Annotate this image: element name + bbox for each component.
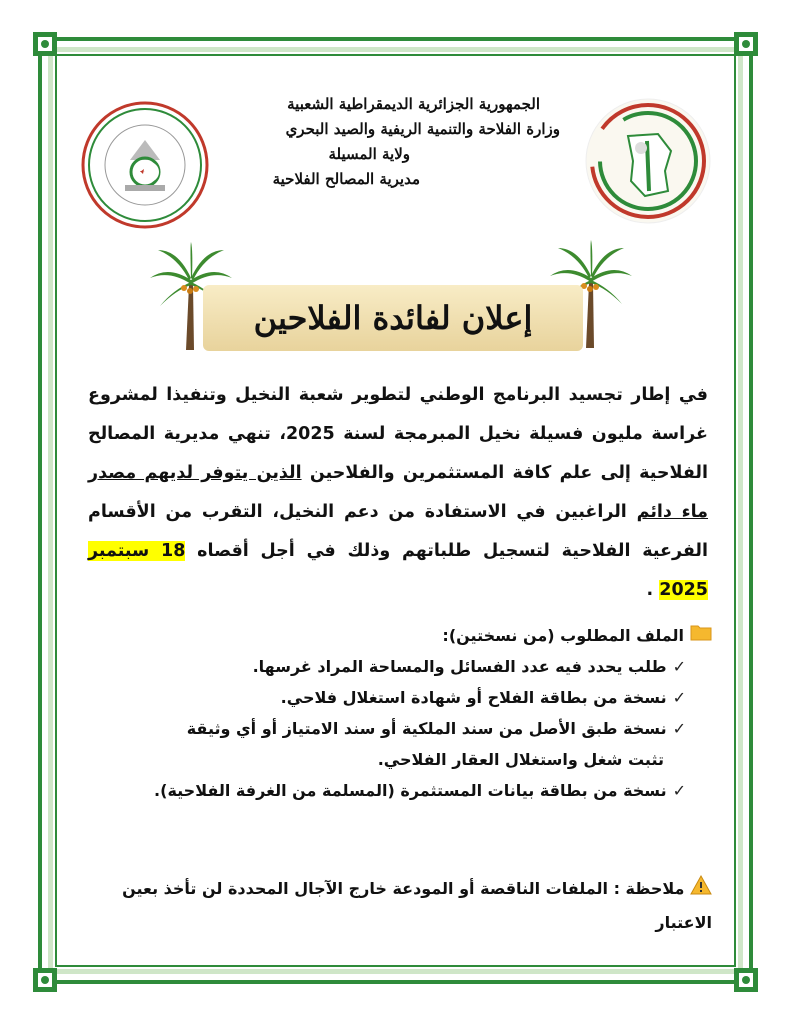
- body-text-part2: الراغبين في الاستفادة من دعم النخيل، التقرب من الأقسام الفرعية الفلاحية لتسجيل طلباتهم وذلك في أجل أقصاه: [88, 502, 708, 561]
- announcement-body: [88, 376, 708, 610]
- list-item-text: نسخة من بطاقة بيانات المستثمرة (المسلمة من الغرفة الفلاحية).: [154, 781, 667, 800]
- checkmark-icon: ✓: [672, 688, 686, 707]
- note-block: [92, 872, 712, 939]
- header-province: ولاية المسيلة: [328, 145, 410, 163]
- directorate-seal-logo: [583, 96, 713, 226]
- checkmark-icon: ✓: [672, 781, 686, 800]
- corner-ornament-icon: [731, 29, 761, 59]
- warning-icon: [690, 873, 712, 906]
- corner-ornament-icon: [731, 965, 761, 995]
- checkmark-icon: ✓: [672, 719, 686, 738]
- required-documents: [88, 620, 712, 806]
- corner-ornament-icon: [30, 29, 60, 59]
- list-item: [88, 775, 712, 806]
- checkmark-icon: ✓: [672, 657, 686, 676]
- list-item-text: طلب يحدد فيه عدد الفسائل والمساحة المراد غرسها.: [252, 657, 667, 676]
- list-item-text: نسخة من بطاقة الفلاح أو شهادة استغلال فلاحي.: [280, 688, 667, 707]
- deadline-highlight: 18 سبتمبر 2025: [88, 541, 708, 600]
- list-item: [88, 682, 712, 713]
- announcement-title: إعلان لفائدة الفلاحين: [253, 299, 533, 337]
- body-text-part1: في إطار تجسيد البرنامج الوطني لتطوير شعبة النخيل وتنفيذا لمشروع غراسة مليون فسيلة نخيل المبرمجة لسنة 2025، تنهي مديرية المصالح الفلاحية إلى علم كافة المستثمرين والفلاحين: [88, 385, 708, 483]
- list-item: [88, 651, 712, 682]
- list-item-continuation: تثبت شغل واستغلال العقار الفلاحي.: [377, 750, 664, 769]
- list-item: [88, 713, 712, 744]
- announcement-banner: [203, 285, 583, 351]
- header-republic: الجمهورية الجزائرية الديمقراطية الشعبية: [287, 95, 540, 113]
- list-item-text: نسخة طبق الأصل من سند الملكية أو سند الامتياز أو أي وثيقة: [186, 719, 667, 738]
- header-directorate: مديرية المصالح الفلاحية: [272, 170, 420, 188]
- note-text: ملاحظة : الملفات الناقصة أو المودعة خارج الآجال المحددة لن تأخذ بعين الاعتبار: [122, 879, 712, 932]
- letterhead: [250, 92, 560, 192]
- folder-icon: [690, 620, 712, 651]
- required-documents-heading: الملف المطلوب (من نسختين):: [442, 626, 684, 645]
- ministry-seal-logo: [80, 100, 210, 230]
- header-ministry: وزارة الفلاحة والتنمية الريفية والصيد البحري: [285, 120, 560, 138]
- corner-ornament-icon: [30, 965, 60, 995]
- required-documents-title: [88, 620, 712, 651]
- body-text-end: .: [646, 580, 660, 600]
- body-text-water-condition: الذين يتوفر لديهم مصدر ماء دائم: [88, 463, 709, 522]
